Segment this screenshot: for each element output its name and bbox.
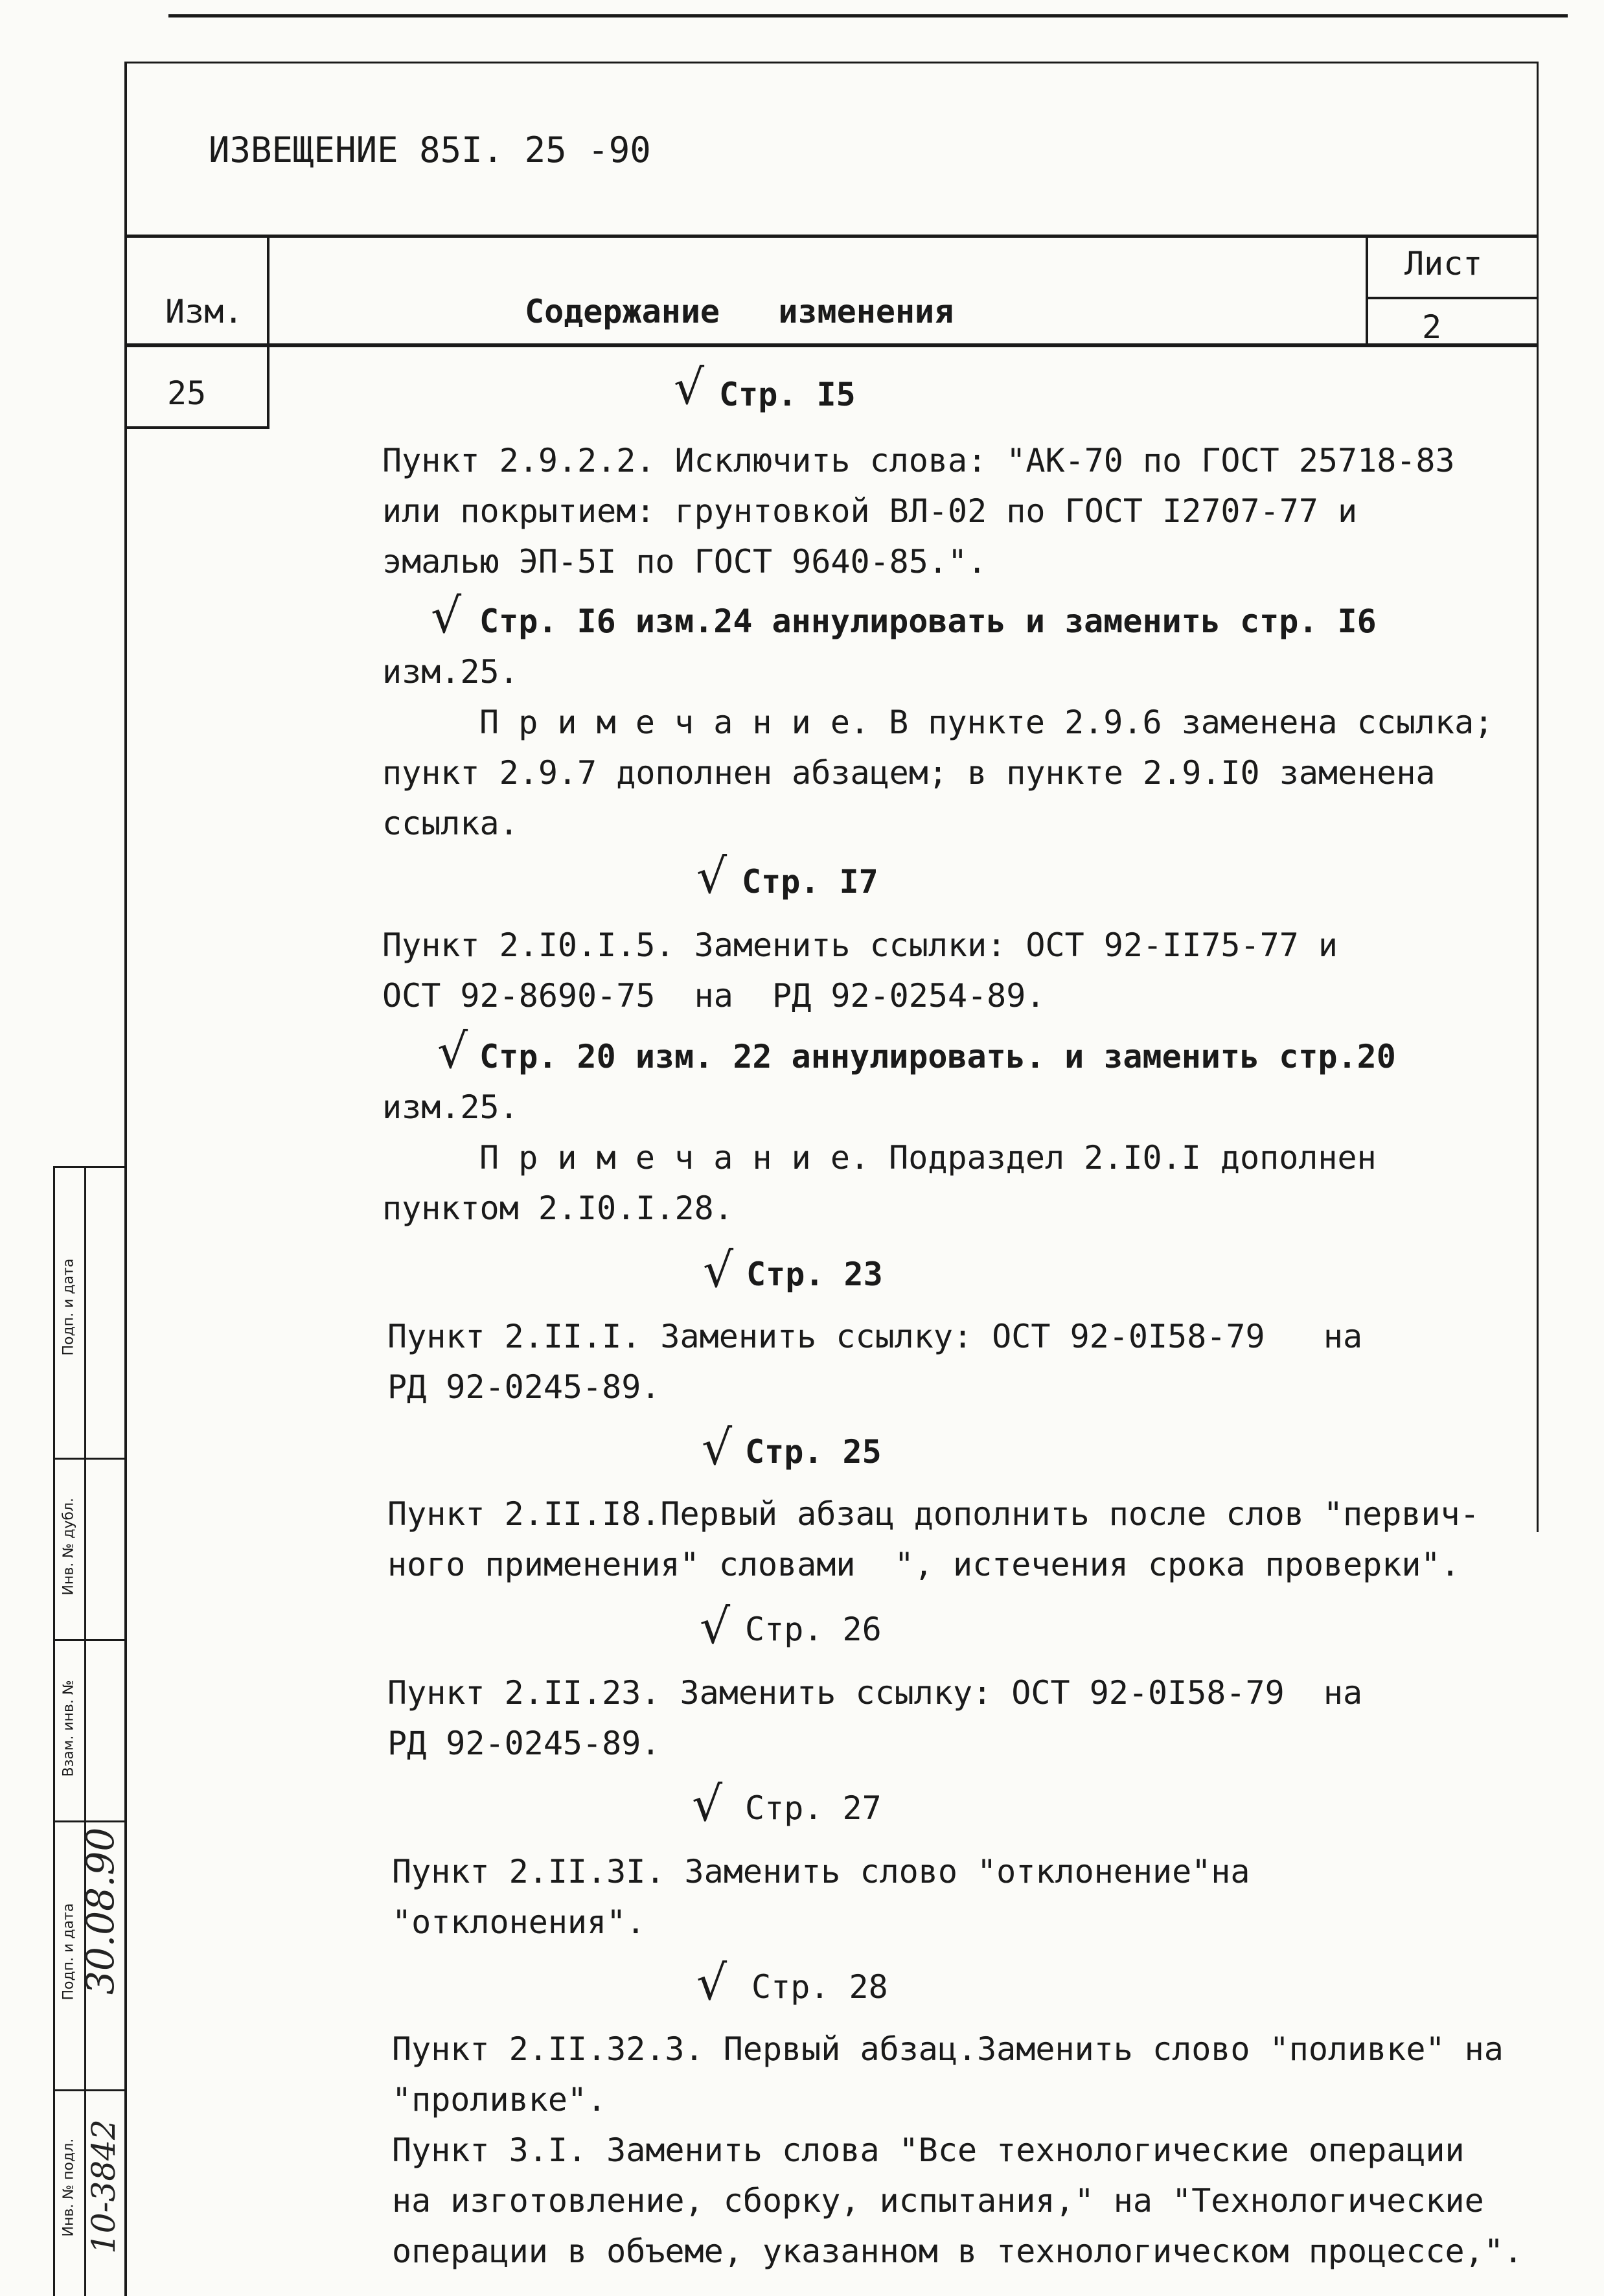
check-mark-icon: √ — [696, 1955, 728, 2011]
page-ref-28: Стр. 28 — [751, 1968, 888, 2006]
stamp-date-handwritten: 30.08.90 — [78, 1827, 122, 1995]
text-line: Пункт 2.II.3I. Заменить слово "отклонение"на — [392, 1853, 1250, 1890]
text-line: "проливке". — [392, 2081, 607, 2118]
check-mark-icon: √ — [700, 1599, 731, 1655]
text-line: Пункт 2.I0.I.5. Заменить ссылки: ОСТ 92-II75-77 и — [382, 926, 1338, 964]
page-ref-17: Стр. I7 — [742, 863, 878, 901]
page-ref-15: Стр. I5 — [719, 376, 856, 413]
page-ref-23: Стр. 23 — [746, 1256, 883, 1293]
stamp-label-inv-dubl: Инв. № дубл. — [60, 1497, 77, 1596]
text-line: Пункт 2.9.2.2. Исключить слова: "АК-70 по ГОСТ 25718-83 — [382, 442, 1455, 479]
text-line: эмалью ЭП-5I по ГОСТ 9640-85.". — [382, 543, 987, 580]
check-mark-icon: √ — [437, 1024, 468, 1079]
check-mark-icon: √ — [692, 1776, 723, 1832]
page-ref-25: Стр. 25 — [745, 1433, 882, 1471]
frame-left — [124, 62, 127, 2296]
text-line: РД 92-0245-89. — [387, 1725, 661, 1762]
check-mark-icon: √ — [703, 1243, 734, 1298]
note-line: П р и м е ч а н и е. В пункте 2.9.6 заменена ссылка; — [479, 704, 1494, 741]
stamp-sep — [53, 1639, 126, 1641]
stamp-top — [53, 1166, 126, 1168]
stamp-left-edge — [53, 1166, 55, 2296]
note-line: П р и м е ч а н и е. Подраздел 2.I0.I дополнен — [479, 1139, 1377, 1177]
check-mark-icon: √ — [674, 360, 705, 415]
text-line: Пункт 2.II.I8.Первый абзац дополнить после слов "первич- — [387, 1495, 1480, 1533]
stamp-label-podp-data: Подп. и дата — [60, 1903, 77, 2001]
text-line: ного применения" словами ", истечения срока проверки". — [387, 1546, 1460, 1583]
izm-number: 25 — [167, 374, 207, 412]
list-number: 2 — [1422, 308, 1442, 346]
text-line: ссылка. — [382, 805, 519, 842]
page-ref-20: Стр. 20 изм. 22 аннулировать. и заменить стр.20 — [479, 1038, 1396, 1075]
top-rule — [168, 14, 1568, 17]
col-content-label: Содержание изменения — [525, 293, 954, 330]
stamp-inv-number-handwritten: 10-3842 — [85, 2119, 122, 2254]
page-ref-16: Стр. I6 изм.24 аннулировать и заменить стр. I6 — [479, 603, 1377, 640]
stamp-label-podp-data-top: Подп. и дата — [60, 1258, 77, 1356]
text-line: изм.25. — [382, 1088, 519, 1126]
text-line: пункт 2.9.7 дополнен абзацем; в пункте 2.9.I0 заменена — [382, 754, 1436, 792]
check-mark-icon: √ — [431, 588, 462, 644]
col-izm-label: Изм. — [165, 293, 244, 330]
text-line: РД 92-0245-89. — [387, 1368, 661, 1406]
stamp-sep — [53, 2089, 126, 2091]
text-line: пунктом 2.I0.I.28. — [382, 1189, 733, 1227]
check-mark-icon: √ — [702, 1420, 733, 1476]
stamp-sep — [53, 1820, 126, 1822]
col-list-label: Лист — [1404, 245, 1483, 282]
frame-top — [124, 62, 1538, 63]
text-line: операции в объеме, указанном в технологическом процессе,". — [392, 2233, 1523, 2270]
text-line: Пункт 2.II.32.3. Первый абзац.Заменить слово "поливке" на — [392, 2030, 1504, 2068]
frame-right — [1537, 62, 1539, 1532]
stamp-label-vzam: Взам. инв. № — [60, 1680, 77, 1777]
izm-cell-bottom — [124, 426, 268, 429]
stamp-sep — [53, 1458, 126, 1460]
check-mark-icon: √ — [696, 849, 728, 904]
notice-title: ИЗВЕЩЕНИЕ 85I. 25 -90 — [209, 130, 651, 170]
text-line: Пункт 3.I. Заменить слова "Все технологические операции — [392, 2131, 1465, 2169]
page-ref-27: Стр. 27 — [745, 1789, 882, 1827]
text-line: Пункт 2.II.23. Заменить ссылку: ОСТ 92-0I58-79 на — [387, 1674, 1363, 1712]
text-line: изм.25. — [382, 653, 519, 691]
col-izm-divider — [267, 235, 269, 429]
text-line: или покрытием: грунтовкой ВЛ-02 по ГОСТ I2707-77 и — [382, 492, 1358, 530]
text-line: на изготовление, сборку, испытания," на "Технологические — [392, 2182, 1484, 2220]
stamp-label-inv-podl: Инв. № подл. — [60, 2138, 77, 2237]
text-line: "отклонения". — [392, 1903, 646, 1941]
page-ref-26: Стр. 26 — [745, 1611, 882, 1648]
text-line: Пункт 2.II.I. Заменить ссылку: ОСТ 92-0I58-79 на — [387, 1318, 1363, 1355]
header-bottom-line — [124, 343, 1538, 347]
text-line: ОСТ 92-8690-75 на РД 92-0254-89. — [382, 977, 1046, 1015]
header-top-line — [124, 235, 1538, 238]
col-list-divider — [1366, 235, 1368, 346]
list-mid-line — [1366, 297, 1538, 299]
